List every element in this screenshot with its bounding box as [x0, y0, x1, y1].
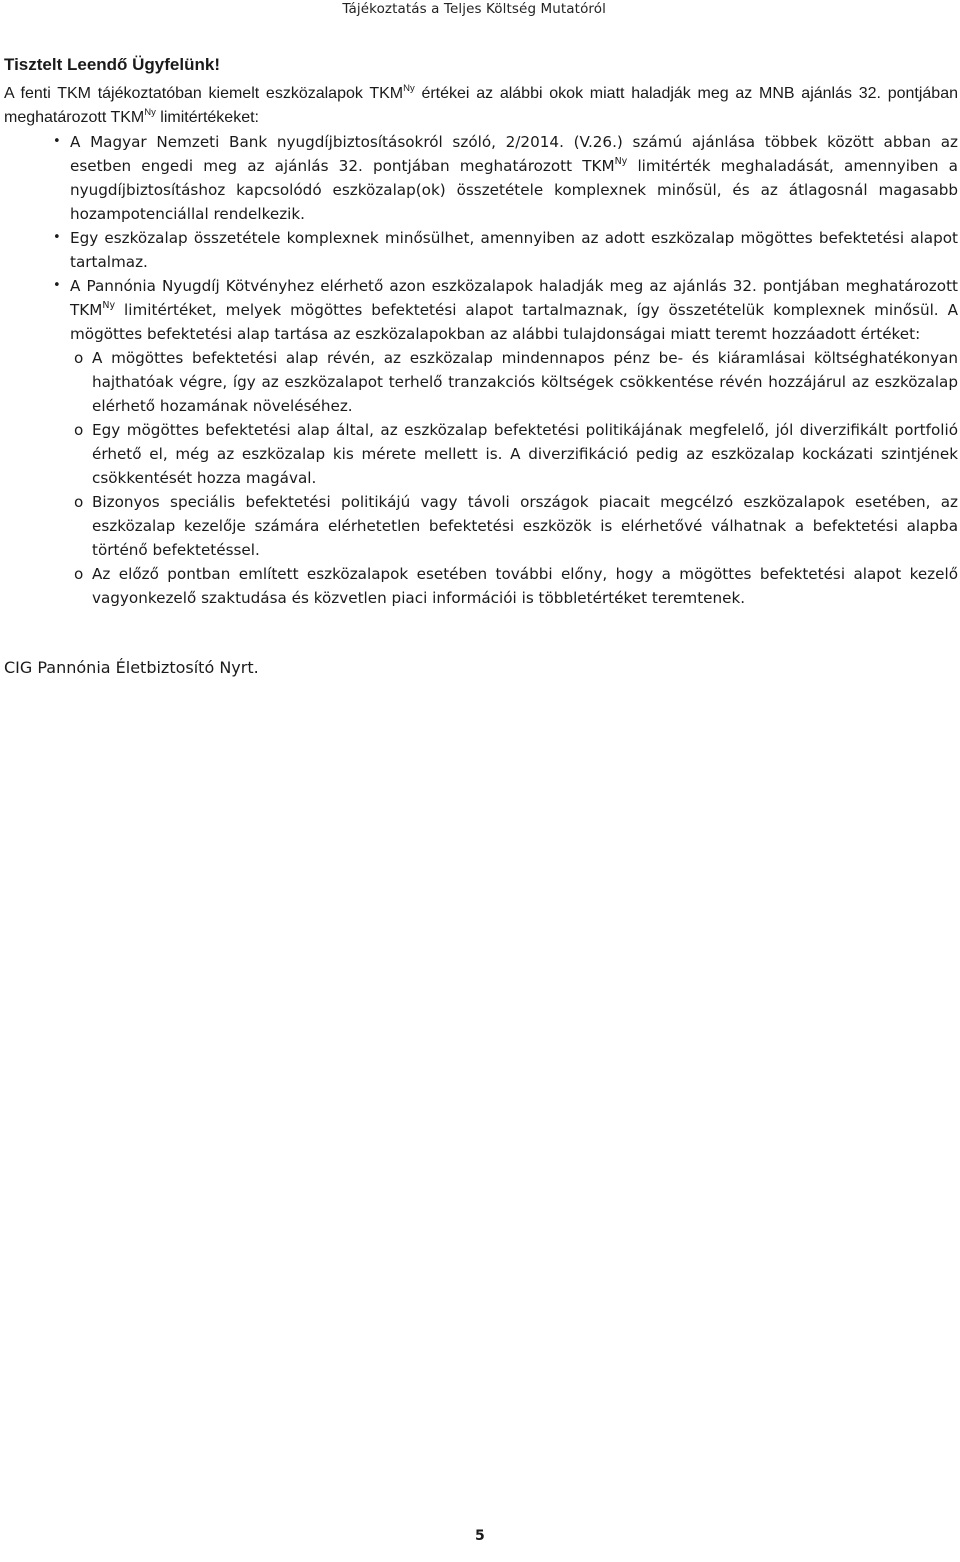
intro-text-1: A fenti TKM tájékoztatóban kiemelt eszközalapok TKM	[4, 85, 404, 102]
bullet-text: A Pannónia Nyugdíj Kötvényhez elérhető azon eszközalapok haladják meg az ajánlás 32. pontjában meghatározott TKM	[70, 277, 958, 319]
sub-item-text: Bizonyos speciális befektetési politikájú vagy távoli országok piacait megcélzó eszközalapok esetében, az eszközalap kezelője számára elérhetetlen befektetési eszközök is elérhetővé válhatnak a befektetési alapba történő befektetéssel.	[92, 493, 958, 559]
sub-bullet-marker: o	[74, 493, 84, 511]
sub-item-text: Az előző pontban említett eszközalapok esetében további előny, hogy a mögöttes befektetési alapot kezelő vagyonkezelő szaktudása és közvetlen piaci információi is többletértéket teremtenek.	[92, 565, 958, 607]
intro-sup-2: Ny	[144, 106, 156, 118]
sub-bullet-marker: o	[74, 421, 84, 439]
sub-bullet-marker: o	[74, 349, 84, 367]
bullet-text: Egy eszközalap összetétele komplexnek minősülhet, amennyiben az adott eszközalap mögöttes befektetési alapot tartalmaz.	[70, 229, 958, 271]
bullet-marker: •	[53, 278, 61, 293]
sub-item	[4, 346, 958, 418]
page-number: 5	[475, 1528, 485, 1544]
intro-text-3: limitértékeket:	[155, 109, 259, 126]
bullet-item	[4, 274, 958, 610]
sub-list	[4, 346, 958, 610]
greeting: Tisztelt Leendő Ügyfelünk!	[4, 55, 220, 74]
bullet-text-after: limitérték meghaladását, amennyiben a nyugdíjbiztosításhoz kapcsolódó eszközalap(ok) összetétele komplexnek minősül, és az átlagosnál magasabb hozampotenciállal rendelkezik.	[70, 157, 958, 223]
bullet-marker: •	[53, 230, 61, 245]
intro-sup-1: Ny	[403, 82, 415, 94]
page-header: Tájékoztatás a Teljes Költség Mutatóról	[342, 1, 606, 17]
bullet-item	[4, 226, 958, 274]
sub-bullet-marker: o	[74, 565, 84, 583]
sub-item	[4, 490, 958, 562]
bullet-marker: •	[53, 134, 61, 149]
bullet-list	[4, 130, 958, 610]
bullet-item	[4, 130, 958, 226]
sub-item-text: A mögöttes befektetési alap révén, az eszközalap mindennapos pénz be- és kiáramlásai költséghatékonyan hajthatóak végre, így az eszközalapot terhelő tranzakciós költségek csökkentése révén hozzájárul az eszközalap elérhető hozamának növeléséhez.	[92, 349, 958, 415]
sub-item	[4, 418, 958, 490]
bullet-sup: Ny	[614, 155, 628, 167]
intro-paragraph	[4, 82, 958, 130]
sub-item	[4, 562, 958, 610]
document-body	[4, 54, 958, 610]
bullet-text: A Magyar Nemzeti Bank nyugdíjbiztosításokról szóló, 2/2014. (V.26.) számú ajánlása többek között abban az esetben engedi meg az ajánlás 32. pontjában meghatározott TKM	[70, 133, 958, 175]
sub-item-text: Egy mögöttes befektetési alap által, az eszközalap befektetési politikájának megfelelő, jól diverzifikált portfolió érhető el, még az eszközalap kis mérete mellett is. A diverzifikáció pedig az eszközalap kockázati szintjének csökkentését hozza magával.	[92, 421, 958, 487]
bullet-text-after: limitértéket, melyek mögöttes befektetési alapot tartalmaznak, így összetételük komplexnek minősül. A mögöttes befektetési alap tartása az eszközalapokban az alábbi tulajdonságai miatt teremt hozzáadott értéket:	[70, 301, 958, 343]
company-signature: CIG Pannónia Életbiztosító Nyrt.	[4, 658, 259, 677]
intro-text-2: értékei az alábbi okok miatt haladják meg az MNB ajánlás 32. pontjában meghatározott TKM	[4, 85, 958, 126]
bullet-sup: Ny	[102, 299, 116, 311]
